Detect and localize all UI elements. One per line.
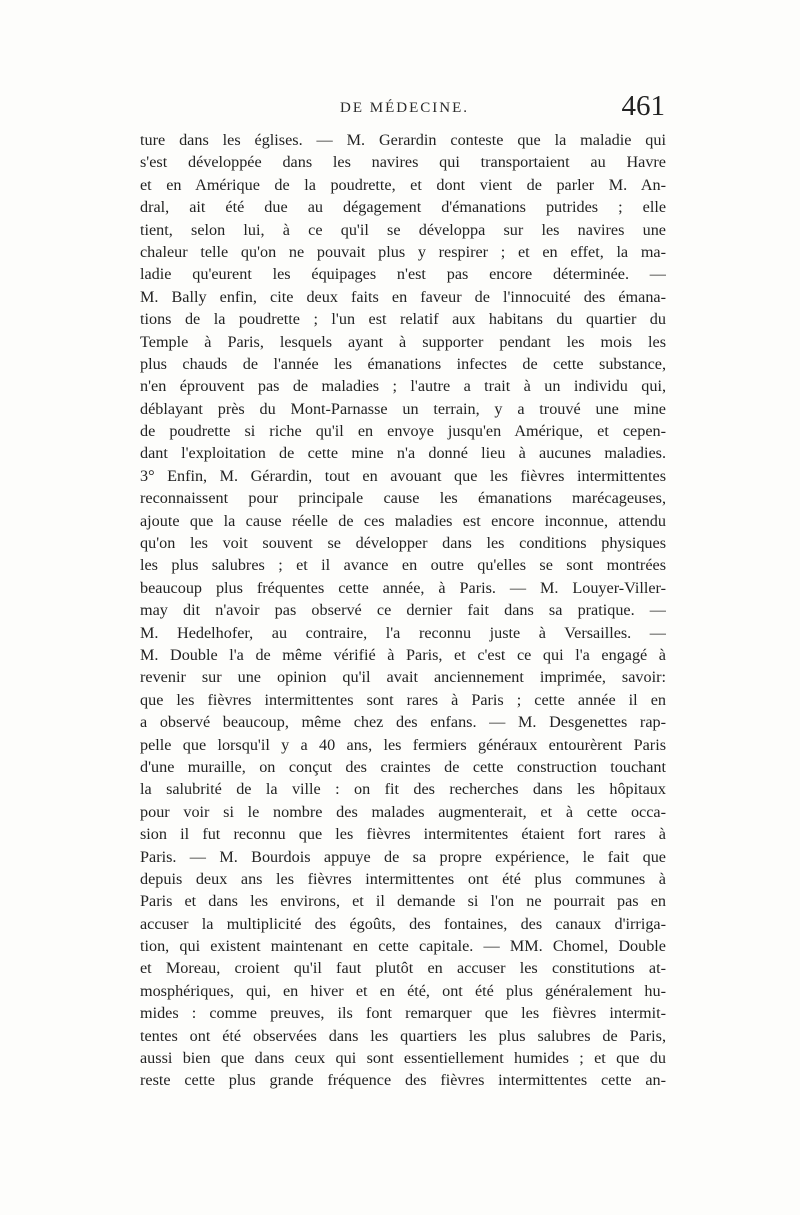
text-line: Paris. — M. Bourdois appuye de sa propre expérience, le fait que	[140, 847, 666, 866]
text-line: accuser la multiplicité des égoûts, des fontaines, des canaux d'irriga-	[140, 914, 666, 933]
text-line: a observé beaucoup, même chez des enfans. — M. Desgenettes rap-	[140, 713, 666, 732]
text-line: tentes ont été observées dans les quartiers les plus salubres de Paris,	[140, 1026, 666, 1045]
text-line: beaucoup plus fréquentes cette année, à Paris. — M. Louyer-Viller-	[140, 578, 666, 597]
text-line: d'une muraille, on conçut des craintes de cette construction touchant	[140, 757, 666, 776]
text-line: Temple à Paris, lesquels ayant à supporter pendant les mois les	[140, 332, 666, 351]
text-line: tient, selon lui, à ce qu'il se développa sur les navires une	[140, 220, 666, 239]
body-text	[140, 129, 666, 1092]
running-title: DE MÉDECINE.	[340, 100, 469, 116]
text-line: ladie qu'eurent les équipages n'est pas encore déterminée. —	[140, 265, 666, 284]
text-line: et en Amérique de la poudrette, et dont vient de parler M. An-	[140, 175, 666, 194]
text-line: qu'on les voit souvent se développer dans les conditions physiques	[140, 534, 666, 553]
text-line: dant l'exploitation de cette mine n'a donné lieu à aucunes maladies.	[140, 444, 666, 463]
text-line: reconnaissent pour principale cause les émanations marécageuses,	[140, 489, 666, 508]
text-line: mosphériques, qui, en hiver et en été, ont été plus généralement hu-	[140, 981, 666, 1000]
page-number: 461	[621, 90, 665, 122]
text-line: Paris et dans les environs, et il demande si l'on ne pourrait pas en	[140, 892, 666, 911]
text-line: dral, ait été due au dégagement d'émanations putrides ; elle	[140, 198, 666, 217]
text-line: aussi bien que dans ceux qui sont essentiellement humides ; et que du	[140, 1049, 666, 1068]
text-line: M. Double l'a de même vérifié à Paris, et c'est ce qui l'a engagé à	[140, 645, 666, 664]
text-line: revenir sur une opinion qu'il avait anciennement imprimée, savoir:	[140, 668, 666, 687]
text-line: plus chauds de l'année les émanations infectes de cette substance,	[140, 354, 666, 373]
text-line: depuis deux ans les fièvres intermittentes ont été plus communes à	[140, 869, 666, 888]
text-line: n'en éprouvent pas de maladies ; l'autre a trait à un individu qui,	[140, 377, 666, 396]
text-line: s'est développée dans les navires qui transportaient au Havre	[140, 153, 666, 172]
text-line: que les fièvres intermittentes sont rares à Paris ; cette année il en	[140, 690, 666, 709]
text-line: sion il fut reconnu que les fièvres intermitentes étaient fort rares à	[140, 825, 666, 844]
text-line: M. Hedelhofer, au contraire, l'a reconnu juste à Versailles. —	[140, 623, 666, 642]
text-line: 3° Enfin, M. Gérardin, tout en avouant que les fièvres intermittentes	[140, 466, 666, 485]
text-line: et Moreau, croient qu'il faut plutôt en accuser les constitutions at-	[140, 959, 666, 978]
text-line: tion, qui existent maintenant en cette capitale. — MM. Chomel, Double	[140, 937, 666, 956]
text-line: pour voir si le nombre des malades augmenterait, et à cette occa-	[140, 802, 666, 821]
text-line: tions de la poudrette ; l'un est relatif aux habitans du quartier du	[140, 310, 666, 329]
text-line: ture dans les églises. — M. Gerardin conteste que la maladie qui	[140, 131, 666, 149]
text-line: pelle que lorsqu'il y a 40 ans, les fermiers généraux entourèrent Paris	[140, 735, 666, 754]
text-line: déblayant près du Mont-Parnasse un terrain, y a trouvé une mine	[140, 399, 666, 418]
text-line: M. Bally enfin, cite deux faits en faveur de l'innocuité des émana-	[140, 287, 666, 306]
text-line: de poudrette si riche qu'il en envoye jusqu'en Amérique, et cepen-	[140, 422, 666, 441]
text-line: reste cette plus grande fréquence des fièvres intermittentes cette an-	[140, 1071, 666, 1090]
text-line: chaleur telle qu'on ne pouvait plus y respirer ; et en effet, la ma-	[140, 242, 666, 261]
text-line: ajoute que la cause réelle de ces maladies est encore inconnue, attendu	[140, 511, 666, 530]
text-line: les plus salubres ; et il avance en outre qu'elles se sont montrées	[140, 556, 666, 575]
text-line: la salubrité de la ville : on fit des recherches dans les hôpitaux	[140, 780, 666, 799]
running-head	[140, 90, 665, 130]
text-line: may dit n'avoir pas observé ce dernier fait dans sa pratique. —	[140, 601, 666, 620]
text-line: mides : comme preuves, ils font remarquer que les fièvres intermit-	[140, 1004, 666, 1023]
